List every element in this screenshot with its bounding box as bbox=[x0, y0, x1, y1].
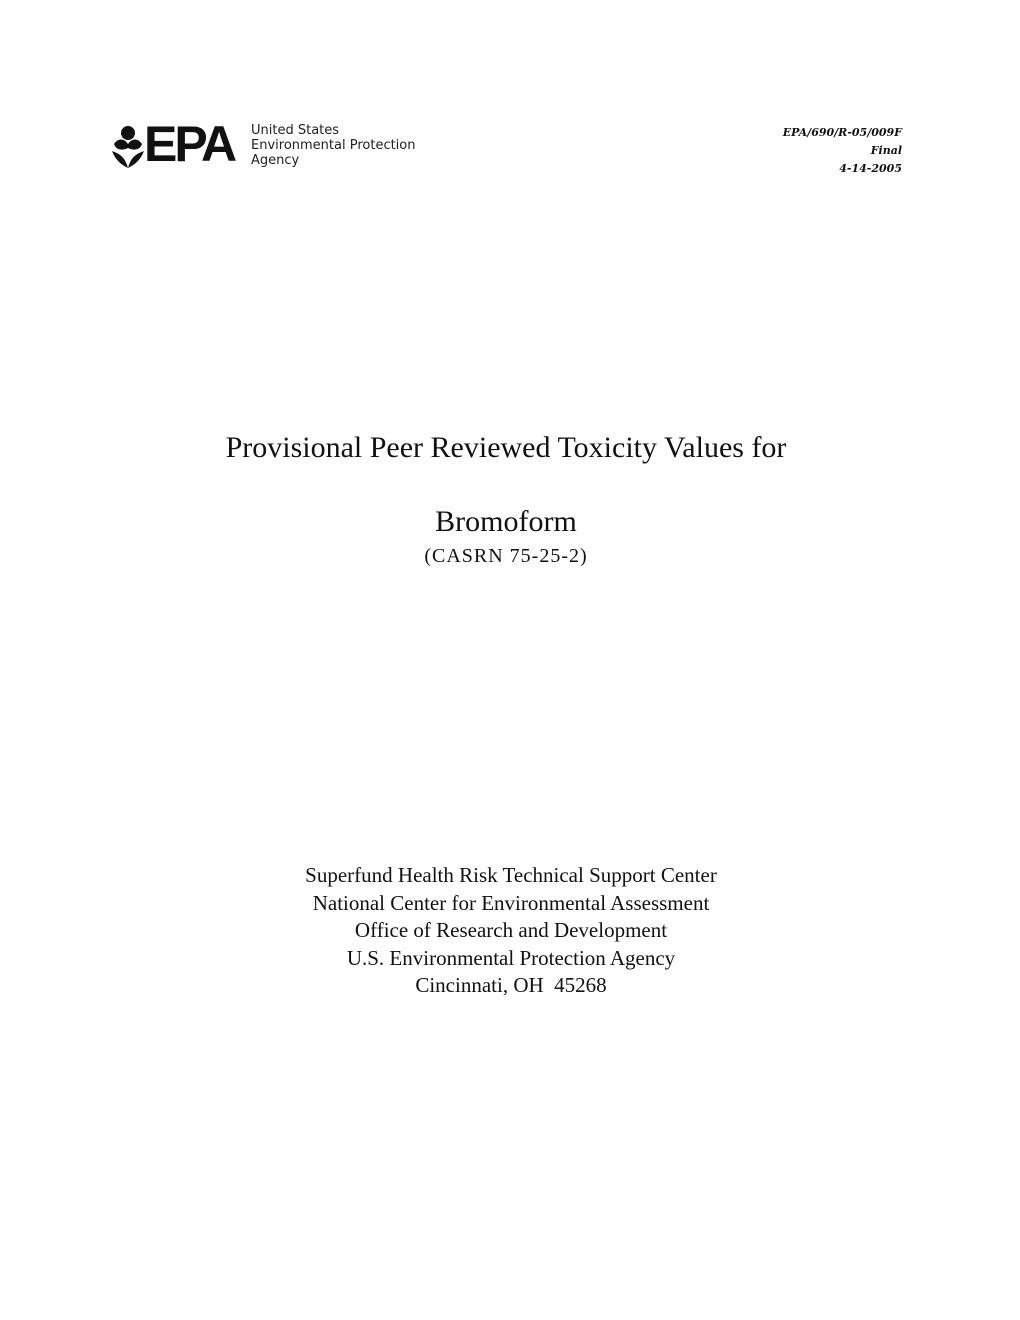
address-line: Cincinnati, OH 45268 bbox=[415, 973, 607, 997]
epa-wordmark: EPA bbox=[144, 116, 235, 172]
agency-name bbox=[251, 123, 416, 168]
organization-address bbox=[0, 862, 1020, 1000]
document-metadata bbox=[783, 124, 902, 178]
epa-flower-icon bbox=[110, 124, 146, 168]
document-date: 4-14-2005 bbox=[839, 162, 902, 175]
address-line: Superfund Health Risk Technical Support Center bbox=[305, 863, 717, 887]
agency-name-line-2: Environmental Protection bbox=[251, 138, 416, 153]
title-block bbox=[0, 426, 1012, 570]
epa-logo bbox=[110, 116, 440, 172]
address-line: Office of Research and Development bbox=[354, 918, 668, 942]
document-status: Final bbox=[870, 144, 902, 157]
address-line: U.S. Environmental Protection Agency bbox=[346, 945, 676, 970]
agency-name-line-3: Agency bbox=[251, 153, 300, 168]
document-number: EPA/690/R-05/009F bbox=[782, 126, 902, 139]
address-line: National Center for Environmental Assessment bbox=[312, 890, 710, 915]
casrn-number: (CASRN 75-25-2) bbox=[424, 545, 588, 567]
agency-name-line-1: United States bbox=[251, 123, 340, 138]
document-title: Provisional Peer Reviewed Toxicity Values for bbox=[225, 431, 787, 464]
chemical-name: Bromoform bbox=[435, 505, 577, 538]
